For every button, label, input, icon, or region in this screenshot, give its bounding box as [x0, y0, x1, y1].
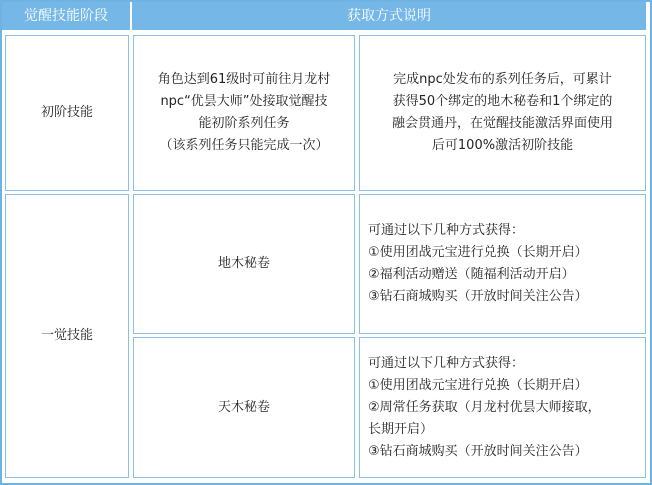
method-line: ②福利活动赠送（随福利活动开启） — [368, 267, 575, 282]
initial-reward-line: 后可100%激活初阶技能 — [431, 138, 574, 153]
initial-quest-info — [133, 35, 355, 191]
method-line: ①使用团战元宝进行兑换（长期开启） — [368, 377, 588, 393]
initial-quest-line: 能初阶系列任务 — [198, 116, 290, 131]
heaven-scroll-methods — [359, 337, 646, 478]
initial-reward-line: 完成npc处发布的系列任务后，可累计 — [393, 72, 612, 87]
initial-quest-line: 角色达到61级时可前往月龙村 — [157, 72, 331, 87]
method-line: 长期开启） — [368, 421, 434, 437]
stage-initial-label: 初阶技能 — [40, 105, 93, 120]
item-earth-scroll-name: 地木秘卷 — [217, 256, 270, 271]
method-line: ①使用团战元宝进行兑换（长期开启） — [368, 245, 588, 260]
stage-first — [5, 194, 129, 478]
initial-reward-info — [359, 35, 646, 191]
table-header — [2, 2, 646, 30]
header-method: 获取方式说明 — [347, 8, 431, 24]
item-heaven-scroll-name: 天木秘卷 — [217, 399, 270, 415]
method-line: ②周常任务获取（月龙村优昙大师接取， — [368, 399, 601, 415]
item-heaven-scroll — [133, 337, 355, 478]
method-line: 可通过以下几种方式获得： — [368, 355, 525, 371]
initial-quest-line: npc“优昙大师”处接取觉醒技 — [160, 94, 328, 109]
method-line: 可通过以下几种方式获得： — [368, 223, 525, 238]
header-stage: 觉醒技能阶段 — [2, 2, 132, 30]
item-earth-scroll — [133, 194, 355, 334]
method-line: ③钻石商城购买（开放时间关注公告） — [368, 289, 588, 304]
earth-scroll-methods — [359, 194, 646, 334]
initial-reward-line: 融会贯通丹，在觉醒技能激活界面使用 — [391, 116, 613, 131]
method-line: ③钻石商城购买（开放时间关注公告） — [368, 443, 588, 459]
initial-reward-line: 获得50个绑定的地木秘卷和1个绑定的 — [392, 94, 613, 109]
initial-quest-line: （该系列任务只能完成一次） — [159, 138, 329, 153]
stage-initial — [5, 35, 129, 191]
stage-first-label: 一觉技能 — [40, 328, 93, 343]
